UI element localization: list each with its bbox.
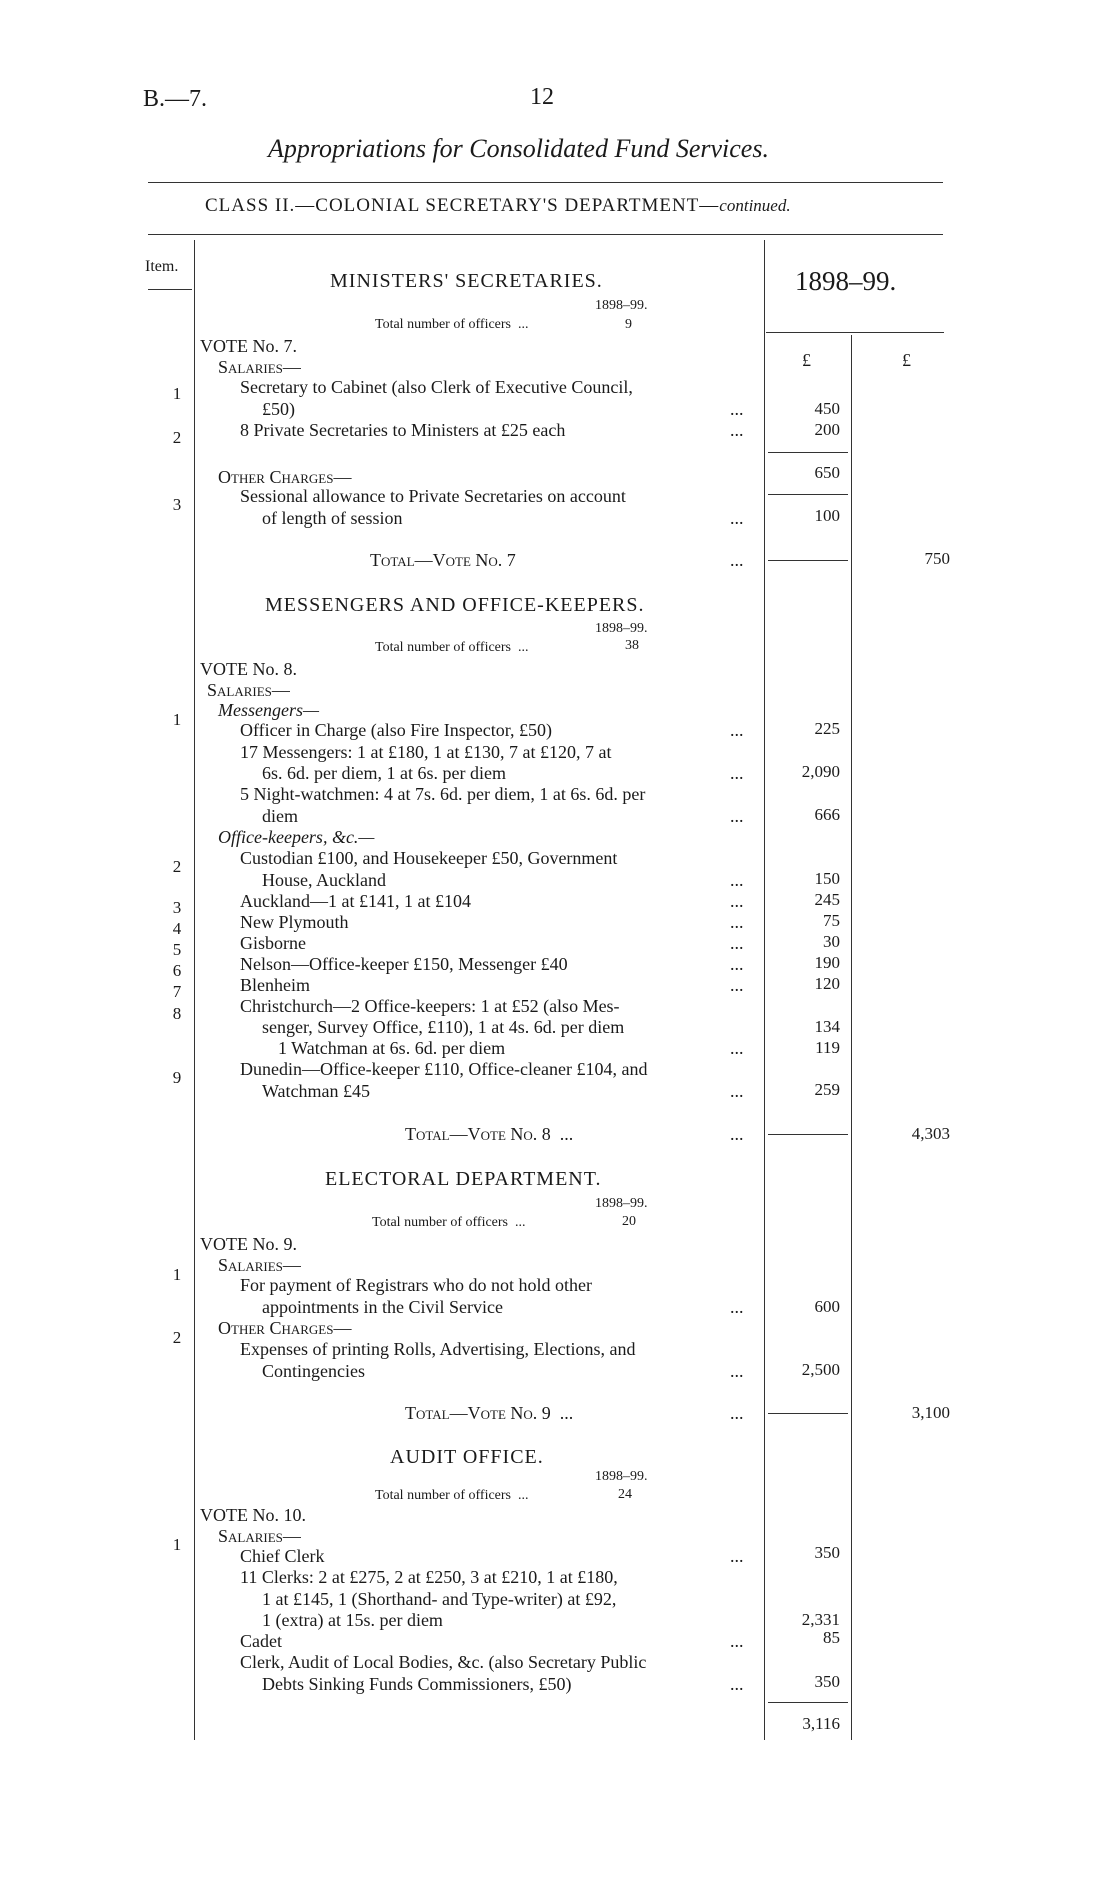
amount: 259 (814, 1080, 840, 1099)
dots: ... (730, 420, 744, 440)
line-text: Watchman £45 (262, 1081, 371, 1101)
amount: 450 (814, 399, 840, 418)
salaries-heading: Salaries— (207, 680, 290, 700)
amount: 100 (814, 506, 840, 525)
total-rule (768, 1413, 848, 1414)
line-text: For payment of Registrars who do not hold other (240, 1275, 592, 1295)
subtotal-rule (768, 452, 848, 453)
line-text: 1 (extra) at 15s. per diem (262, 1610, 443, 1630)
dots: ... (730, 1124, 744, 1144)
officers-count: 20 (622, 1214, 636, 1229)
vote-total-label: Total—Vote No. 9 ... (405, 1403, 574, 1423)
year-column-header: 1898–99. (795, 266, 897, 296)
amount: 350 (814, 1672, 840, 1691)
officers-year: 1898–99. (595, 621, 648, 636)
section-title: ELECTORAL DEPARTMENT. (325, 1168, 602, 1190)
line-text: Christchurch—2 Office-keepers: 1 at £52 (also Mes- (240, 996, 620, 1016)
vote-total: 750 (924, 549, 950, 568)
line-text: 17 Messengers: 1 at £180, 1 at £130, 7 at £120, 7 at (240, 742, 612, 762)
pound-column-rule (851, 335, 852, 1740)
amount: 2,331 (801, 1610, 840, 1629)
dots: ... (730, 399, 744, 419)
amount: 350 (814, 1543, 840, 1562)
dots: ... (730, 1631, 744, 1651)
item-number: 1 (172, 1535, 182, 1554)
officers-year: 1898–99. (595, 1196, 648, 1211)
top-rule (148, 182, 943, 183)
page-title: Appropriations for Consolidated Fund Services. (268, 134, 769, 163)
dots: ... (730, 933, 744, 953)
line-text: 5 Night-watchmen: 4 at 7s. 6d. per diem, 1 at 6s. 6d. per (240, 784, 646, 804)
section-title: MESSENGERS AND OFFICE-KEEPERS. (265, 594, 645, 616)
item-number: 6 (172, 961, 182, 980)
amount: 85 (823, 1628, 840, 1647)
officers-label: Total number of officers ... (375, 317, 529, 332)
line-text: £50) (262, 399, 295, 419)
line-text: Clerk, Audit of Local Bodies, &c. (also Secretary Public (240, 1652, 647, 1672)
item-number: 2 (172, 857, 182, 876)
item-header-rule (148, 289, 192, 290)
dots: ... (730, 891, 744, 911)
line-text: Officer in Charge (also Fire Inspector, £50) (240, 720, 553, 740)
vote-total: 4,303 (911, 1124, 950, 1143)
amount: 75 (823, 911, 840, 930)
line-text: 1 at £145, 1 (Shorthand- and Type-writer) at £92, (262, 1589, 617, 1609)
total-rule (768, 560, 848, 561)
amount: 120 (814, 974, 840, 993)
amount: 30 (823, 932, 840, 951)
line-text: 6s. 6d. per diem, 1 at 6s. per diem (262, 763, 506, 783)
subheading: Messengers— (218, 700, 319, 720)
officers-label: Total number of officers ... (372, 1215, 526, 1230)
year-header-rule (766, 332, 944, 333)
other-charges-heading: Other Charges— (218, 467, 352, 487)
item-number: 1 (172, 710, 182, 729)
amount: 600 (814, 1297, 840, 1316)
amount: 200 (814, 420, 840, 439)
line-text: Auckland—1 at £141, 1 at £104 (240, 891, 471, 911)
section-title: AUDIT OFFICE. (390, 1446, 544, 1468)
dots: ... (730, 806, 744, 826)
vote-heading: VOTE No. 8. (200, 659, 297, 679)
subtotal: 3,116 (802, 1714, 840, 1733)
subtotal-rule (768, 1702, 848, 1703)
line-text: diem (262, 806, 298, 826)
amount: 2,090 (801, 762, 840, 781)
vote-heading: VOTE No. 7. (200, 336, 297, 356)
line-text: New Plymouth (240, 912, 349, 932)
dots: ... (730, 1361, 744, 1381)
officers-year: 1898–99. (595, 298, 648, 313)
item-number: 9 (172, 1068, 182, 1087)
other-charges-heading: Other Charges— (218, 1318, 352, 1338)
line-text: 1 Watchman at 6s. 6d. per diem (278, 1038, 506, 1058)
section-title: MINISTERS' SECRETARIES. (330, 270, 603, 292)
subtotal: 650 (814, 463, 840, 482)
item-number: 2 (172, 1328, 182, 1347)
amount: 245 (814, 890, 840, 909)
line-text: House, Auckland (262, 870, 386, 890)
line-text: Debts Sinking Funds Commissioners, £50) (262, 1674, 572, 1694)
officers-year: 1898–99. (595, 1469, 648, 1484)
dots: ... (730, 954, 744, 974)
officers-count: 38 (625, 638, 639, 653)
officers-label: Total number of officers ... (375, 1488, 529, 1503)
line-text: 11 Clerks: 2 at £275, 2 at £250, 3 at £210, 1 at £180, (240, 1567, 618, 1587)
line-text: Secretary to Cabinet (also Clerk of Executive Council, (240, 377, 633, 397)
salaries-heading: Salaries— (218, 1255, 301, 1275)
class-rule (148, 234, 943, 235)
pound-header-2: £ (902, 350, 911, 370)
vote-total: 3,100 (911, 1403, 950, 1422)
pound-header-1: £ (802, 350, 811, 370)
line-text: Chief Clerk (240, 1546, 325, 1566)
amount: 119 (815, 1038, 840, 1057)
dots: ... (730, 720, 744, 740)
item-number: 7 (172, 982, 182, 1001)
item-number: 1 (172, 384, 182, 403)
amount: 190 (814, 953, 840, 972)
year-column-rule (764, 240, 765, 1740)
line-text: 8 Private Secretaries to Ministers at £25 each (240, 420, 566, 440)
amount: 225 (814, 719, 840, 738)
dots: ... (730, 1674, 744, 1694)
salaries-heading: Salaries— (218, 357, 301, 377)
subtotal-rule (768, 494, 848, 495)
vote-heading: VOTE No. 9. (200, 1234, 297, 1254)
page-number: 12 (530, 84, 554, 110)
officers-label: Total number of officers ... (375, 640, 529, 655)
dots: ... (730, 870, 744, 890)
dots: ... (730, 763, 744, 783)
item-number: 1 (172, 1265, 182, 1284)
amount: 134 (814, 1017, 840, 1036)
item-number: 2 (172, 428, 182, 447)
vote-total-label: Total—Vote No. 8 ... (405, 1124, 574, 1144)
amount: 2,500 (801, 1360, 840, 1379)
line-text: Contingencies (262, 1361, 365, 1381)
line-text: Dunedin—Office-keeper £110, Office-cleaner £104, and (240, 1059, 648, 1079)
dots: ... (730, 1403, 744, 1423)
line-text: Cadet (240, 1631, 282, 1651)
salaries-heading: Salaries— (218, 1526, 301, 1546)
officers-count: 24 (618, 1487, 632, 1502)
item-number: 3 (172, 898, 182, 917)
dots: ... (730, 508, 744, 528)
item-number: 8 (172, 1004, 182, 1023)
line-text: Custodian £100, and Housekeeper £50, Government (240, 848, 618, 868)
dots: ... (730, 1297, 744, 1317)
total-rule (768, 1134, 848, 1135)
vote-total-label: Total—Vote No. 7 (370, 550, 516, 570)
item-column-header: Item. (145, 258, 179, 275)
line-text: appointments in the Civil Service (262, 1297, 503, 1317)
line-text: Gisborne (240, 933, 306, 953)
document-reference: B.—7. (143, 86, 208, 112)
dots: ... (730, 1081, 744, 1101)
line-text: Expenses of printing Rolls, Advertising, Elections, and (240, 1339, 636, 1359)
dots: ... (730, 1038, 744, 1058)
line-text: Nelson—Office-keeper £150, Messenger £40 (240, 954, 568, 974)
item-number: 3 (172, 495, 182, 514)
line-text: senger, Survey Office, £110), 1 at 4s. 6d. per diem (262, 1017, 625, 1037)
line-text: of length of session (262, 508, 403, 528)
amount: 666 (814, 805, 840, 824)
amount: 150 (814, 869, 840, 888)
item-number: 4 (172, 919, 182, 938)
dots: ... (730, 975, 744, 995)
line-text: Blenheim (240, 975, 310, 995)
line-text: Sessional allowance to Private Secretaries on account (240, 486, 626, 506)
dots: ... (730, 912, 744, 932)
officers-count: 9 (625, 317, 632, 332)
class-heading: CLASS II.—COLONIAL SECRETARY'S DEPARTMENT—continued. (205, 195, 791, 216)
item-column-rule (194, 240, 195, 1740)
vote-heading: VOTE No. 10. (200, 1505, 306, 1525)
subheading: Office-keepers, &c.— (218, 827, 375, 847)
dots: ... (730, 1546, 744, 1566)
item-number: 5 (172, 940, 182, 959)
dots: ... (730, 550, 744, 570)
